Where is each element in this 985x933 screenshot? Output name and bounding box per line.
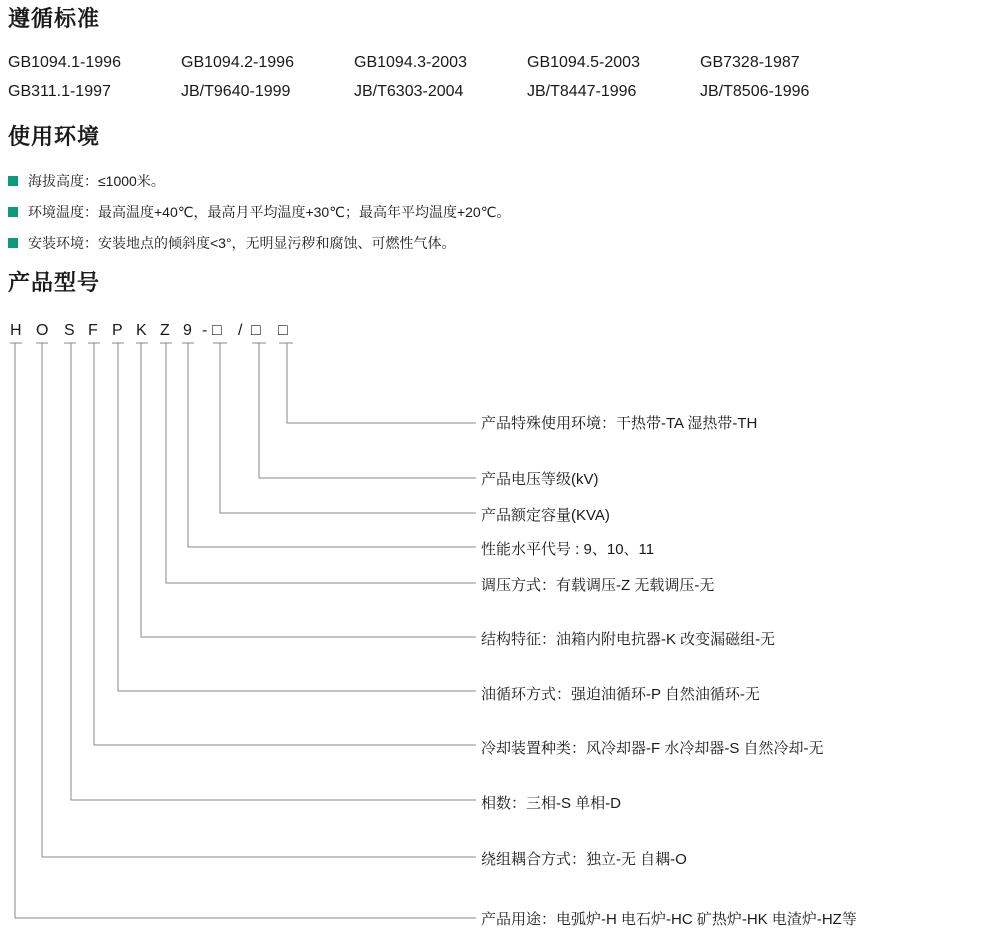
model-code-char: O [36,322,49,339]
model-code-char: H [10,322,22,339]
model-code-char: F [88,322,98,339]
model-code-char: S [64,322,75,339]
model-code-char: - [202,322,208,339]
standard-item: JB/T9640-1999 [181,83,291,100]
connector-line [141,343,476,637]
model-title: 产品型号 [8,270,101,296]
model-desc: 产品电压等级(kV) [481,471,599,488]
standard-item: GB1094.2-1996 [181,54,294,71]
model-code-char: / [238,322,243,339]
connector-line [94,343,476,745]
model-desc: 调压方式：有载调压-Z 无载调压-无 [481,577,715,594]
environment-text: 安装环境：安装地点的倾斜度<3°，无明显污秽和腐蚀、可燃性气体。 [28,235,456,251]
standard-item: GB1094.5-2003 [527,54,640,71]
model-desc: 产品特殊使用环境：干热带-TA 湿热带-TH [481,415,758,432]
connector-line [287,343,476,423]
model-desc: 产品用途：电弧炉-H 电石炉-HC 矿热炉-HK 电渣炉-HZ等 [481,911,857,928]
standard-item: GB7328-1987 [700,54,800,71]
model-desc: 性能水平代号 : 9、10、11 [481,541,655,558]
connector-line [220,343,476,513]
environment-title: 使用环境 [8,124,101,150]
model-code-char: K [136,322,147,339]
model-desc: 绕组耦合方式：独立-无 自耦-O [481,851,687,868]
standard-item: GB1094.3-2003 [354,54,467,71]
connector-line [15,343,476,918]
standard-item: GB1094.1-1996 [8,54,121,71]
model-code-char: 9 [183,322,192,339]
model-desc: 产品额定容量(KVA) [481,507,610,524]
environment-text: 环境温度：最高温度+40℃，最高月平均温度+30℃；最高年平均温度+20℃。 [28,204,511,220]
model-code-box: □ [212,322,222,339]
connector-line [188,343,476,547]
connector-line [71,343,476,800]
standards-title: 遵循标准 [8,6,101,32]
environment-text: 海拔高度：≤1000米。 [28,173,165,189]
standard-item: JB/T8506-1996 [700,83,810,100]
connector-line [259,343,476,478]
standard-item: GB311.1-1997 [8,83,111,100]
model-code-char: P [112,322,123,339]
model-desc: 相数：三相-S 单相-D [481,795,621,812]
standard-item: JB/T6303-2004 [354,83,464,100]
model-desc: 油循环方式：强迫油循环-P 自然油循环-无 [481,686,760,703]
model-code-char: Z [160,322,170,339]
model-desc: 结构特征：油箱内附电抗器-K 改变漏磁组-无 [481,631,776,648]
standard-item: JB/T8447-1996 [527,83,637,100]
model-code-box: □ [278,322,288,339]
model-desc: 冷却装置种类：风冷却器-F 水冷却器-S 自然冷却-无 [481,740,824,757]
model-code-box: □ [251,322,261,339]
connector-line [118,343,476,691]
